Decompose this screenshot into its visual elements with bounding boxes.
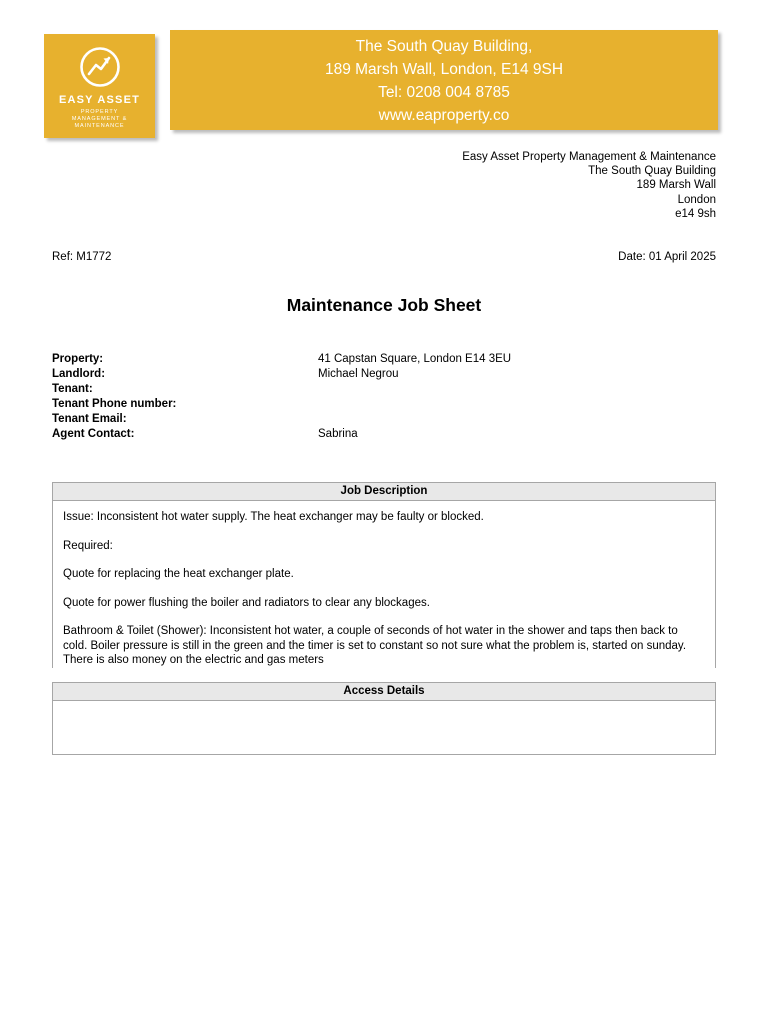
field-row-landlord xyxy=(52,367,716,382)
company-address-line: e14 9sh xyxy=(675,207,716,220)
job-description-paragraph: Issue: Inconsistent hot water supply. The heat exchanger may be faulty or blocked. xyxy=(63,511,484,524)
company-address-line: Easy Asset Property Management & Maintenance xyxy=(462,151,716,163)
field-row-tenant-phone xyxy=(52,397,716,412)
field-label: Tenant Email: xyxy=(52,413,127,426)
field-value: Sabrina xyxy=(318,428,358,441)
field-label: Property: xyxy=(52,353,104,366)
company-address-line: 189 Marsh Wall xyxy=(636,179,716,192)
field-row-tenant xyxy=(52,382,716,397)
field-value: Michael Negrou xyxy=(318,368,399,381)
header xyxy=(0,0,768,138)
banner-line-phone: Tel: 0208 004 8785 xyxy=(378,84,510,101)
field-value xyxy=(318,382,716,397)
company-address-line: London xyxy=(677,193,716,206)
field-row-property xyxy=(52,352,716,367)
banner-line-website: www.eaproperty.co xyxy=(378,107,510,124)
company-address xyxy=(0,150,716,221)
ref-date-row xyxy=(52,251,716,263)
banner-line-building: The South Quay Building, xyxy=(355,38,533,55)
field-label: Tenant: xyxy=(52,383,93,396)
job-description-paragraph: Required: xyxy=(63,539,113,552)
field-row-tenant-email xyxy=(52,412,716,427)
field-value: 41 Capstan Square, London E14 3EU xyxy=(318,353,512,366)
ref-number: Ref: M1772 xyxy=(52,251,112,264)
field-value xyxy=(318,412,716,427)
job-description-body xyxy=(52,501,716,668)
field-label: Landlord: xyxy=(52,368,106,381)
field-label: Agent Contact: xyxy=(52,428,135,441)
job-description-header: Job Description xyxy=(52,482,716,501)
job-description-paragraph: Bathroom & Toilet (Shower): Inconsistent hot water, a couple of seconds of hot water in the shower and taps then back to cold. Boiler pressure is still in the green and the timer is set to constant so not sure what the problem is, started on sunday. There is also money on the electric and gas meters xyxy=(63,625,687,667)
logo-chart-icon xyxy=(78,45,122,89)
field-value xyxy=(318,397,716,412)
job-description-paragraph: Quote for power flushing the boiler and radiators to clear any blockages. xyxy=(63,596,430,609)
document-sections xyxy=(52,482,716,755)
access-details-body xyxy=(52,701,716,755)
header-banner xyxy=(170,30,718,130)
company-address-line: The South Quay Building xyxy=(588,165,716,178)
property-fields xyxy=(52,352,716,442)
access-details-header: Access Details xyxy=(52,682,716,701)
company-logo xyxy=(44,34,155,138)
field-row-agent-contact xyxy=(52,427,716,442)
job-description-paragraph: Quote for replacing the heat exchanger plate. xyxy=(63,568,294,581)
logo-wordmark: EASY ASSET xyxy=(58,94,141,106)
logo-subtitle: PROPERTY MANAGEMENT & MAINTENANCE xyxy=(71,109,128,129)
banner-line-address: 189 Marsh Wall, London, E14 9SH xyxy=(324,61,564,78)
page-title: Maintenance Job Sheet xyxy=(286,295,482,316)
field-label: Tenant Phone number: xyxy=(52,398,177,411)
document-date: Date: 01 April 2025 xyxy=(618,251,716,264)
